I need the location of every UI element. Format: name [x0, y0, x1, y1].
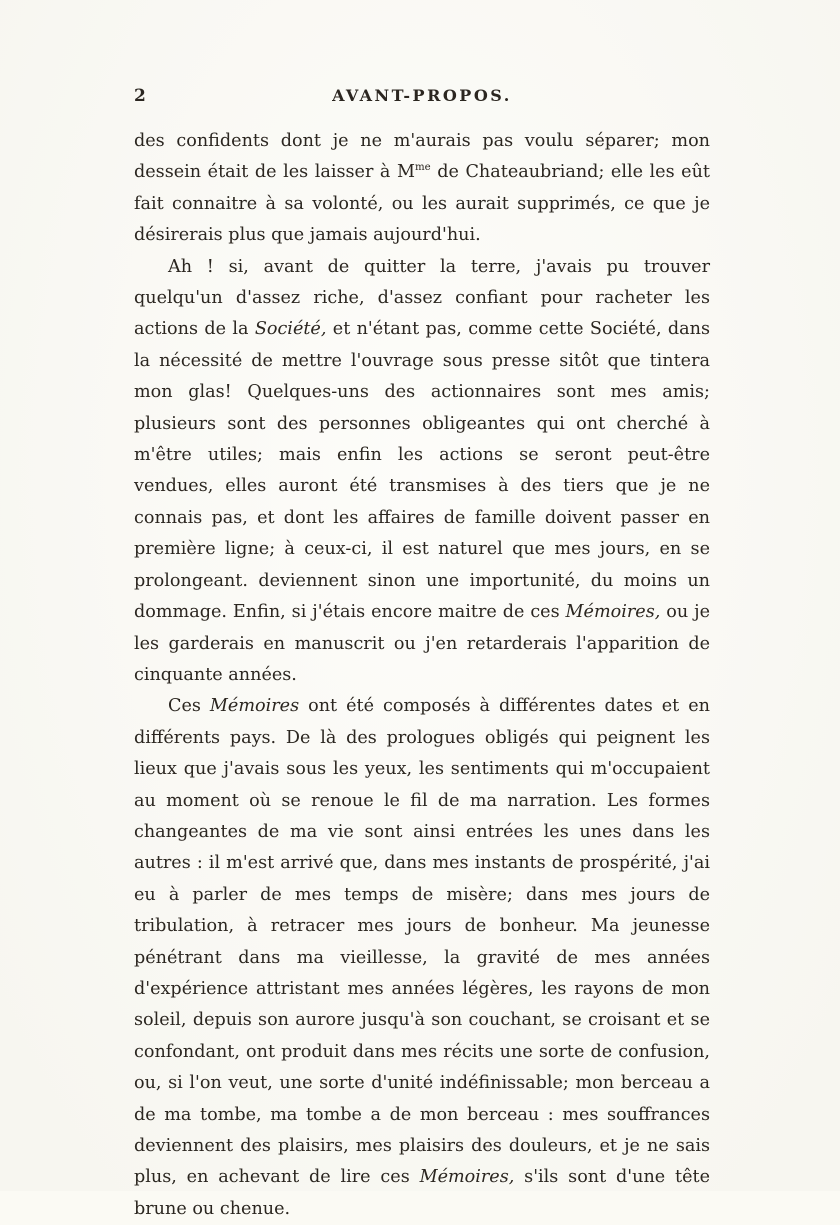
text-run: Ah ! si, avant de quitter la terre, j'avais pu trouver quelqu'un d'assez riche, d'assez confiant pour racheter les actions de la: [134, 256, 710, 340]
page-number: 2: [134, 86, 146, 106]
text-run: Mémoires,: [565, 602, 661, 623]
paragraph: [134, 691, 710, 1225]
text-run: Mémoires,: [419, 1167, 515, 1188]
text-run: ont été composés à différentes dates et en différents pays. De là des prologues obligés qui peignent les lieux que j'avais sous les yeux, les sentiments qui m'occupaient au moment où se renoue le fil de ma narration. Les formes changeantes de ma vie sont ainsi entrées les unes dans les autres : il m'est arrivé que, dans mes instants de prospérité, j'ai eu à parler de mes temps de misère; dans mes jours de tribulation, à retracer mes jours de bonheur. Ma jeunesse pénétrant dans ma vieillesse, la gravité de mes années d'expérience attristant mes années légères, les rayons de mon soleil, depuis son aurore jusqu'à son couchant, se croisant et se confondant, ont produit dans mes récits une sorte de confusion, ou, si l'on veut, une sorte d'unité indéfinissable; mon berceau a de ma tombe, ma tombe a de mon berceau : mes souffrances deviennent des plaisirs, mes plaisirs des douleurs, et je ne sais plus, en achevant de lire ces: [134, 696, 710, 1188]
paragraph: [134, 126, 710, 252]
text-run: me: [414, 162, 431, 174]
paragraph: [134, 252, 710, 692]
body-text: [134, 126, 710, 1225]
running-title: AVANT-PROPOS.: [332, 86, 512, 105]
text-run: s'ils sont d'une tête brune ou chenue.: [134, 1167, 710, 1219]
text-run: de Chateaubriand; elle les eût fait connaitre à sa volonté, ou les aurait supprimés, ce que je désirerais plus que jamais aujourd'hui.: [134, 162, 710, 246]
text-run: Société,: [254, 319, 327, 340]
page-header: [134, 86, 710, 108]
text-run: et n'étant pas, comme cette Société, dans la nécessité de mettre l'ouvrage sous presse sitôt que tintera mon glas! Quelques-uns des actionnaires sont mes amis; plusieurs sont des personnes obligeantes qui ont cherché à m'être utiles; mais enfin les actions se seront peut-être vendues, elles auront été transmises à des tiers que je ne connais pas, et dont les affaires de famille doivent passer en première ligne; à ceux-ci, il est naturel que mes jours, en se prolongeant. deviennent sinon une importunité, du moins un dommage. Enfin, si j'étais encore maitre de ces: [134, 319, 710, 623]
text-run: ou je les garderais en manuscrit ou j'en retarderais l'apparition de cinquante années.: [134, 602, 710, 685]
text-run: Ces: [168, 696, 210, 717]
text-run: Mémoires: [209, 696, 300, 717]
text-run: des confidents dont je ne m'aurais pas voulu séparer; mon dessein était de les laisser à M: [134, 131, 710, 183]
